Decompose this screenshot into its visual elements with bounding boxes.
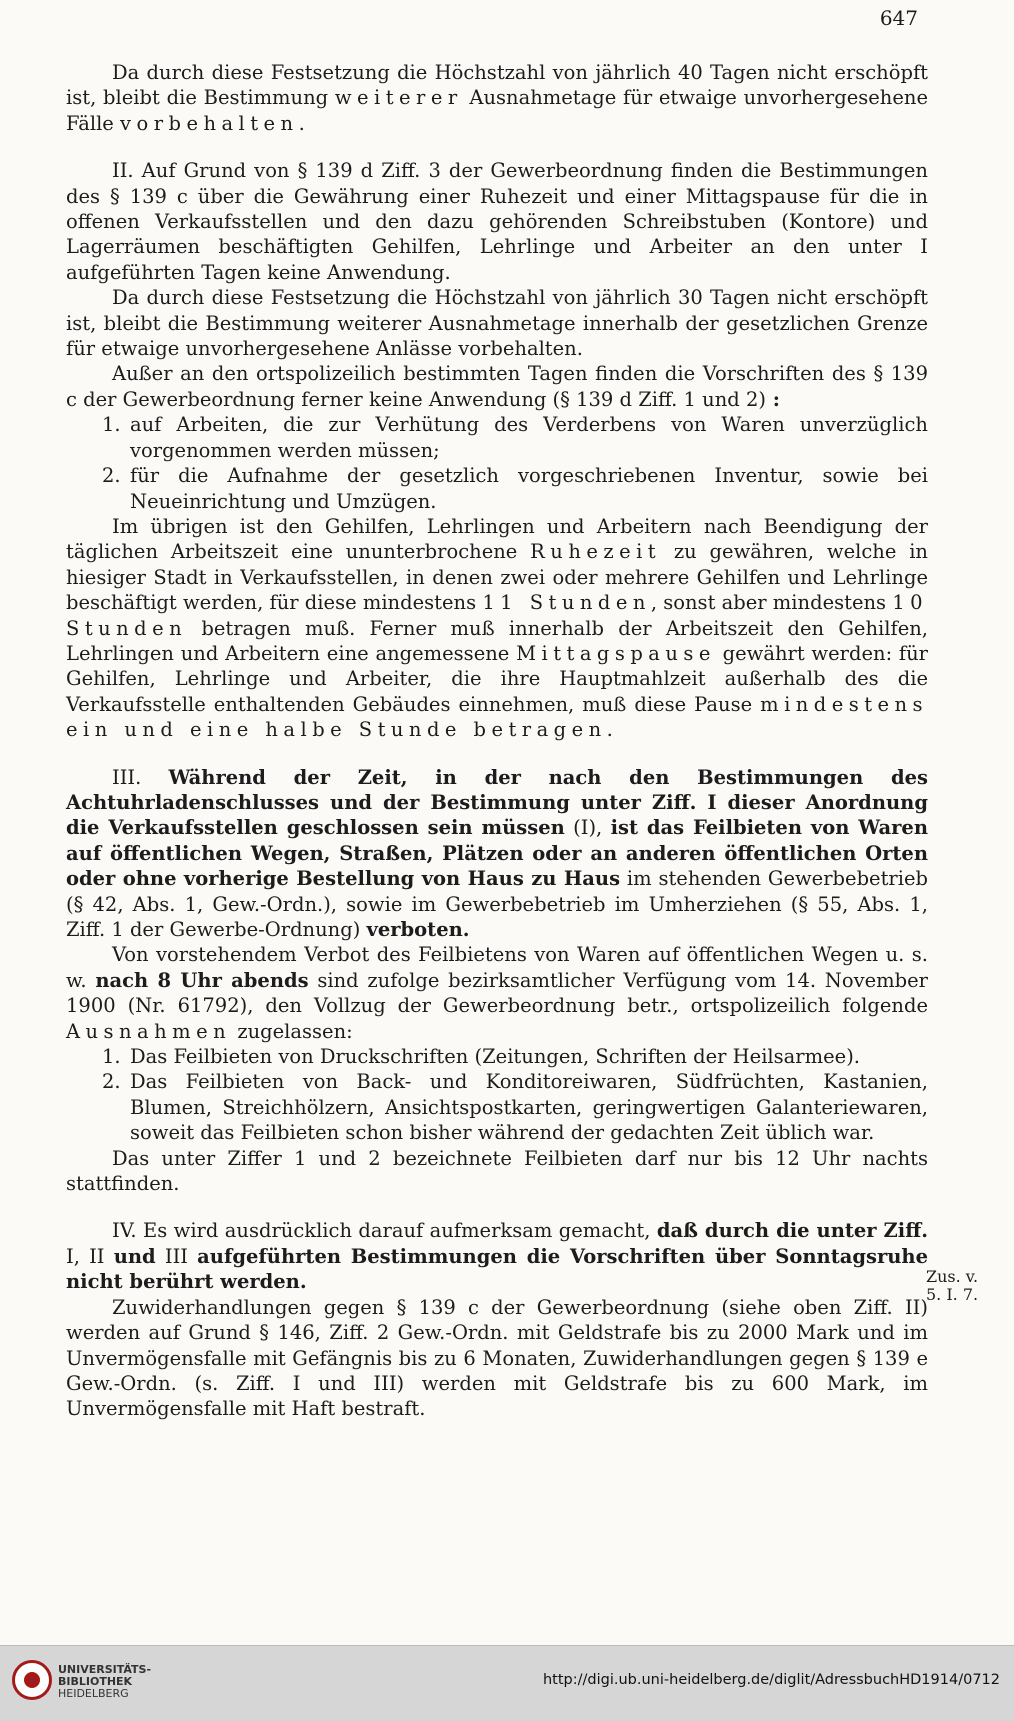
spaced-text: 11 Stunden [482, 591, 651, 615]
text-run: Ausnahmetage für etwaige unvorhergesehene Fälle [66, 86, 928, 135]
text-run: Im übrigen ist den Gehilfen, Lehrlingen und Arbeitern nach Beendigung der täglichen Arbeitszeit eine ununterbrochene [66, 514, 928, 564]
footer-bar [0, 1645, 1014, 1721]
source-url-link[interactable]: http://digi.ub.uni-heidelberg.de/diglit/AdressbuchHD1914/0712 [542, 1672, 1000, 1688]
bold-text: Während der Zeit, in der nach den Bestimmungen des Achtuhrladenschlusses und der Bestimmung unter Ziff. I dieser Anordnung die Verkaufsstellen geschlossen sein müssen [66, 765, 928, 840]
text-run: . [606, 718, 613, 742]
text-run: IV. Es wird ausdrücklich darauf aufmerksam gemacht, [112, 1219, 657, 1243]
text-run: Da durch diese Festsetzung die Höchstzahl von jährlich 40 Tagen nicht erschöpft ist, bleibt die Bestimmung [66, 61, 928, 110]
spaced-text: mindestens ein und eine halbe Stunde betragen [66, 692, 928, 742]
list-item [66, 1069, 928, 1145]
text-run: Von vorstehendem Verbot des Feilbietens von Waren auf öffentlichen Wegen u. s. w. [66, 943, 928, 992]
section-3-paragraph-3: Das unter Ziffer 1 und 2 bezeichnete Feilbieten darf nur bis 12 Uhr nachts stattfinden. [66, 1146, 928, 1196]
spaced-text: weiterer [334, 86, 463, 110]
library-line: UNIVERSITÄTS- [58, 1663, 152, 1676]
text-run: gewährt werden: für Gehilfen, Lehrlinge und Arbeiter, die ihre Hauptmahlzeit außerhalb des die Verkaufsstelle enthaltenden Gebäudes einnehmen, muß diese Pause [66, 641, 928, 716]
bold-text: daß durch die unter Ziff. [656, 1219, 928, 1243]
list-item-text: für die Aufnahme der gesetzlich vorgeschriebenen Inventur, sowie bei Neueinrichtung und Umzügen. [130, 464, 928, 513]
list-number: 2. [102, 464, 121, 488]
list-number: 1. [102, 1045, 121, 1069]
paragraph-intro [66, 60, 928, 136]
library-line: HEIDELBERG [58, 1687, 129, 1700]
list-item-text: auf Arbeiten, die zur Verhütung des Verderbens von Waren unverzüglich vorgenommen werden müssen; [130, 413, 928, 462]
list-item-text: Das Feilbieten von Druckschriften (Zeitungen, Schriften der Heilsarmee). [130, 1045, 861, 1069]
margin-note [926, 1268, 994, 1304]
text-run: III [155, 1244, 198, 1268]
text-run: . [298, 111, 305, 135]
section-number: III. [112, 765, 169, 789]
section-3-paragraph-2 [66, 942, 928, 1044]
text-run: im stehenden Gewerbebetrieb (§ 42, Abs. 1, Gew.-Ordn.), sowie im Gewerbebetrieb im Umherziehen (§ 55, Abs. 1, Ziff. 1 der Gewerbe-Ordnung) [66, 867, 929, 941]
section-3-paragraph-1 [66, 765, 928, 943]
section-2-paragraph-4 [66, 514, 928, 743]
text-run: betragen muß. Ferner muß innerhalb der Arbeitszeit den Gehilfen, Lehrlingen und Arbeitern eine angemessene [66, 616, 928, 665]
text-run: (I), [564, 816, 611, 840]
text-column [66, 60, 928, 1422]
list-item [66, 412, 928, 463]
bold-text: ist das Feilbieten von Waren auf öffentlichen Wegen, Straßen, Plätzen oder an anderen öffentlichen Orten oder ohne vorherige Bestellung von Haus zu Haus [66, 816, 928, 891]
margin-note-line: 5. I. 7. [926, 1285, 979, 1304]
bold-text: : [765, 387, 780, 411]
section-2-list [66, 412, 928, 514]
list-item [66, 1044, 928, 1069]
university-seal-icon [12, 1660, 52, 1700]
library-line: BIBLIOTHEK [58, 1675, 133, 1688]
text-run: zu gewähren, welche in hiesiger Stadt in Verkaufsstellen, in denen zwei oder mehrere Gehilfen und Lehrlinge beschäftigt werden, für diese mindestens [66, 540, 928, 615]
bold-text: aufgeführten Bestimmungen die Vorschriften über Sonntagsruhe nicht berührt werden. [66, 1244, 928, 1294]
text-run: zugelassen: [231, 1019, 353, 1043]
bold-text: und [113, 1244, 156, 1268]
margin-note-line: Zus. v. [926, 1267, 979, 1286]
spaced-text: 10 Stunden [66, 591, 929, 640]
section-2-paragraph-1: II. Auf Grund von § 139 d Ziff. 3 der Gewerbeordnung finden die Bestimmungen des § 139 c über die Gewährung einer Ruhezeit und einer Mittagspause für die in offenen Verkaufsstellen und den dazu gehörenden Schreibstuben (Kontore) und Lagerräumen beschäftigten Gehilfen, Lehrlinge und Arbeiter an den unter I aufgeführten Tagen keine Anwendung. [66, 159, 928, 284]
list-item-text: Das Feilbieten von Back- und Konditoreiwaren, Südfrüchten, Kastanien, Blumen, Streichhölzern, Ansichtspostkarten, geringwertigen Galanteriewaren, soweit das Feilbieten schon bisher während der gedachten Zeit üblich war. [130, 1070, 928, 1145]
text-run: sind zufolge bezirksamtlicher Verfügung vom 14. November 1900 (Nr. 61792), den Vollzug der Gewerbeordnung betr., ortspolizeilich folgende [66, 968, 928, 1018]
list-item [66, 463, 928, 514]
text-run: , sonst aber mindestens [650, 591, 893, 615]
page-number: 647 [879, 6, 918, 30]
spaced-text: Ruhezeit [530, 540, 662, 564]
bold-text: verboten. [366, 918, 470, 941]
library-logo-text [58, 1664, 151, 1700]
section-3-list [66, 1044, 928, 1146]
bold-text: nach 8 Uhr abends [95, 968, 309, 992]
text-run: I, II [66, 1244, 114, 1268]
spaced-text: vorbehalten [120, 111, 299, 135]
spaced-text: Mittagspause [516, 641, 716, 665]
spaced-text: Ausnahmen [66, 1019, 232, 1043]
list-number: 2. [102, 1070, 121, 1094]
section-4-paragraph-2: Zuwiderhandlungen gegen § 139 c der Gewerbeordnung (siehe oben Ziff. II) werden auf Grund § 146, Ziff. 2 Gew.-Ordn. mit Geldstrafe bis zu 2000 Mark und im Unvermögensfalle mit Gefängnis bis zu 6 Monaten, Zuwiderhandlungen gegen § 139 e Gew.-Ordn. (s. Ziff. I und III) werden mit Geldstrafe bis zu 600 Mark, im Unvermögensfalle mit Haft bestraft. [66, 1295, 928, 1421]
section-2-paragraph-3 [66, 361, 928, 412]
section-2-paragraph-2: Da durch diese Festsetzung die Höchstzahl von jährlich 30 Tagen nicht erschöpft ist, bleibt die Bestimmung weiterer Ausnahmetage innerhalb der gesetzlichen Grenze für etwaige unvorhergesehene Anlässe vorbehalten. [66, 286, 928, 361]
list-number: 1. [102, 413, 121, 437]
text-run: Außer an den ortspolizeilich bestimmten Tagen finden die Vorschriften des § 139 c der Gewerbeordnung ferner keine Anwendung (§ 139 d Ziff. 1 und 2) [66, 362, 928, 411]
section-4-paragraph-1 [66, 1218, 928, 1294]
